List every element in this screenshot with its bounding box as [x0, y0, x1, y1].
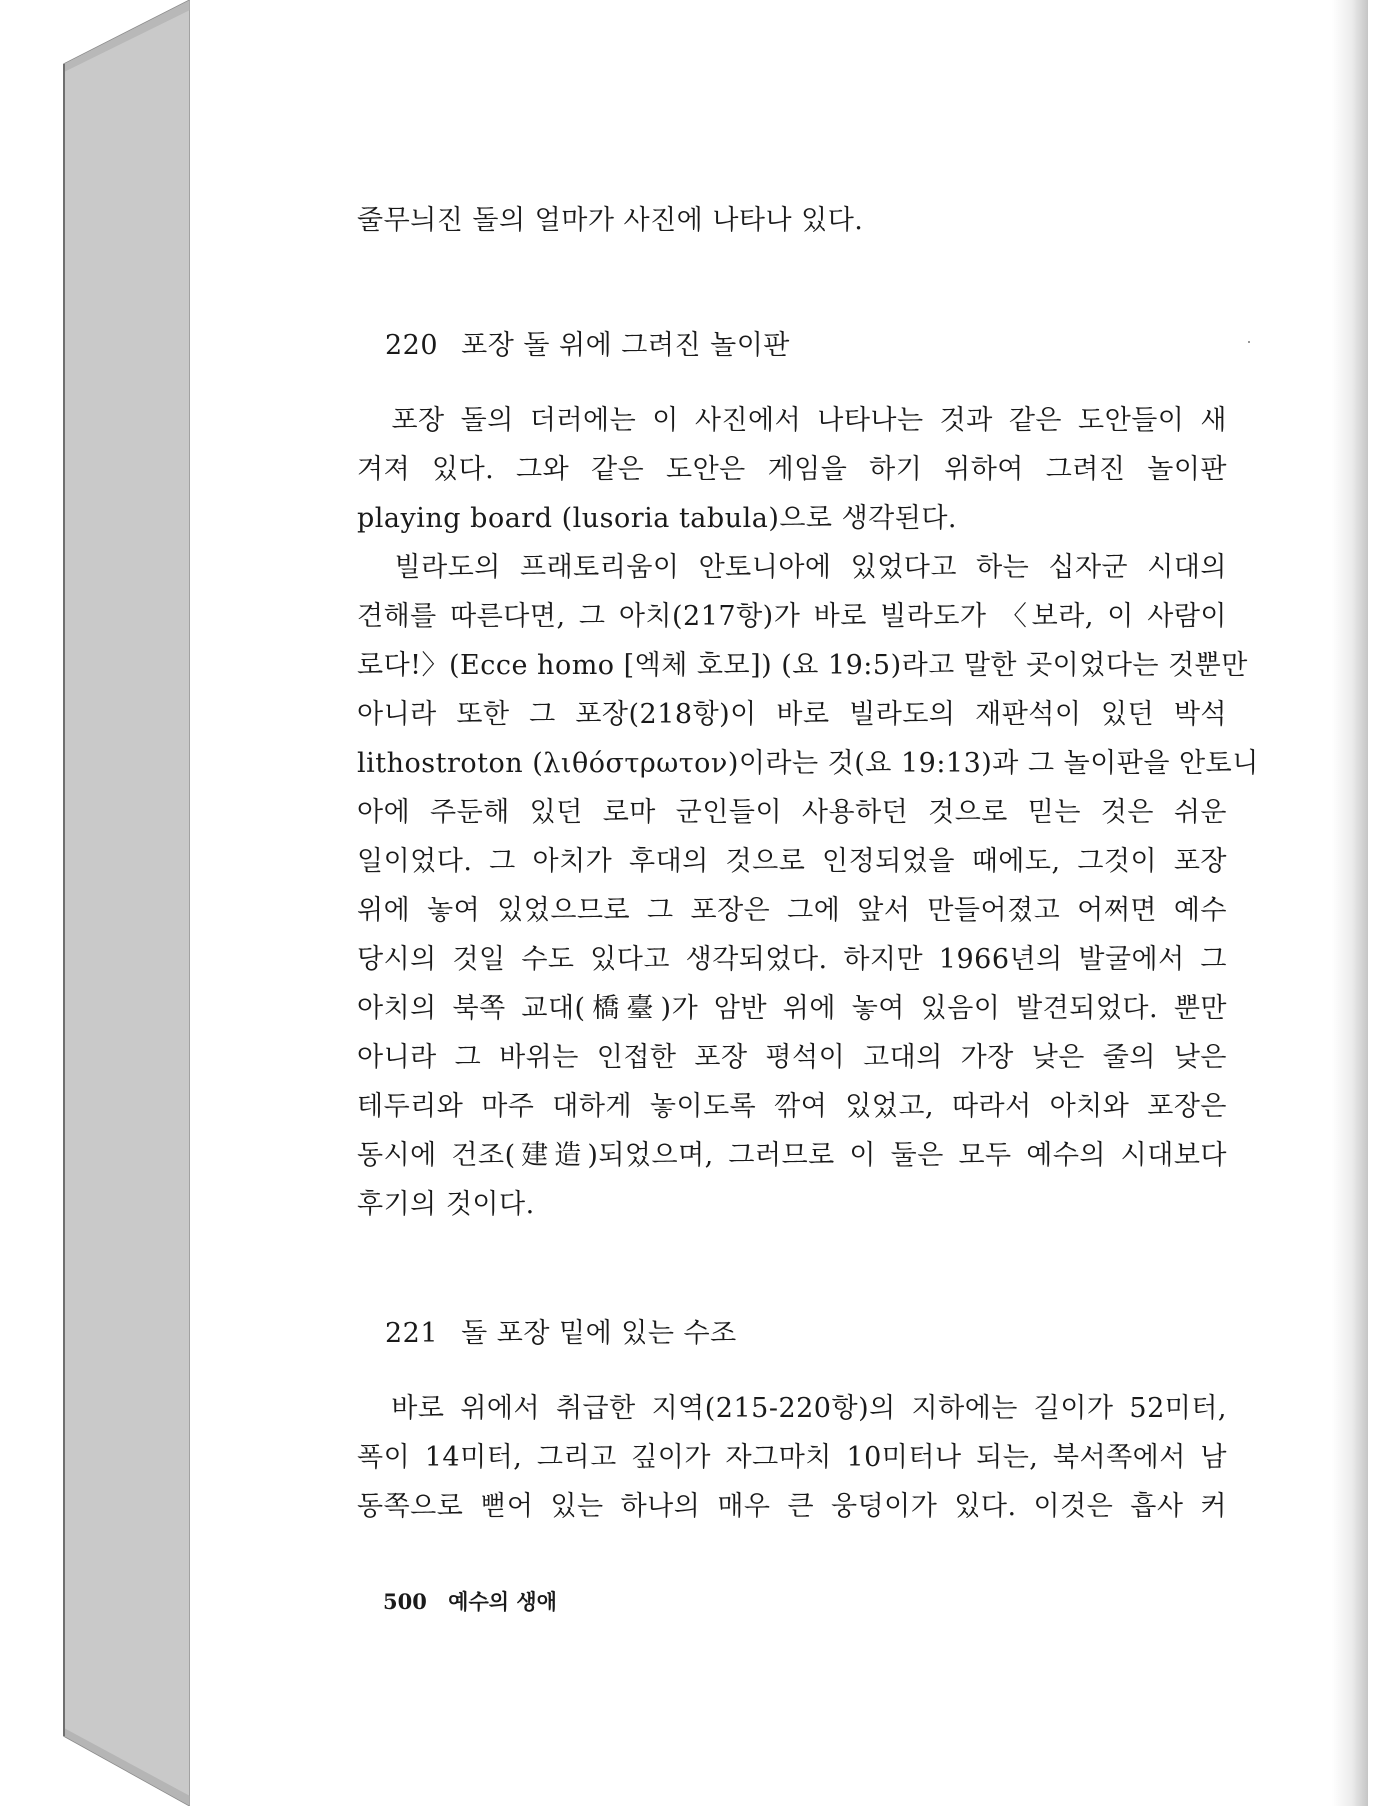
section-title: 돌 포장 밑에 있는 수조: [461, 1318, 737, 1349]
running-title: 예수의 생애: [448, 1589, 557, 1614]
text-line: 겨져 있다. 그와 같은 도안은 게임을 하기 위하여 그려진 놀이판: [357, 454, 1227, 485]
text-line: 빌라도의 프래토리움이 안토니아에 있었다고 하는 십자군 시대의: [357, 552, 1227, 583]
text-line: playing board (lusoria tabula)으로 생각된다.: [357, 503, 958, 534]
text-line: 후기의 것이다.: [357, 1189, 535, 1220]
text-line: 줄무늬진 돌의 얼마가 사진에 나타나 있다.: [357, 205, 864, 236]
text-line: 아니라 또한 그 포장(218항)이 바로 빌라도의 재판석이 있던 박석: [357, 699, 1227, 730]
text-line: 위에 놓여 있었으므로 그 포장은 그에 앞서 만들어졌고 어쩌면 예수: [357, 895, 1227, 926]
text-line: 견해를 따른다면, 그 아치(217항)가 바로 빌라도가 〈보라, 이 사람이: [357, 601, 1227, 632]
section-number: 221: [385, 1318, 439, 1349]
scan-speck: [1248, 341, 1250, 343]
text-line: 동쪽으로 뻗어 있는 하나의 매우 큰 웅덩이가 있다. 이것은 흡사 커: [357, 1491, 1227, 1522]
text-line: 일이었다. 그 아치가 후대의 것으로 인정되었을 때에도, 그것이 포장: [357, 846, 1227, 877]
text-line: 포장 돌의 더러에는 이 사진에서 나타나는 것과 같은 도안들이 새: [357, 405, 1227, 436]
page-number: 500: [383, 1589, 427, 1614]
text-line: 아치의 북쪽 교대(橋臺)가 암반 위에 놓여 있음이 발견되었다. 뿐만: [357, 993, 1227, 1024]
section-number: 220: [385, 330, 439, 361]
text-line: 테두리와 마주 대하게 놓이도록 깎여 있었고, 따라서 아치와 포장은: [357, 1091, 1227, 1122]
text-line: lithostroton (λιθόστρωτον)이라는 것(요 19:13)과 그 놀이판을 안토니: [357, 748, 1259, 779]
text-line: 로다!〉(Ecce homo [엑체 호모]) (요 19:5)라고 말한 곳이었다는 것뿐만: [357, 650, 1248, 681]
text-line: 아에 주둔해 있던 로마 군인들이 사용하던 것으로 믿는 것은 쉬운: [357, 797, 1227, 828]
page-edge-shadow: [1332, 0, 1368, 1806]
text-line: 바로 위에서 취급한 지역(215-220항)의 지하에는 길이가 52미터,: [357, 1393, 1227, 1424]
section-title: 포장 돌 위에 그려진 놀이판: [461, 330, 790, 361]
text-line: 폭이 14미터, 그리고 깊이가 자그마치 10미터나 되는, 북서쪽에서 남: [357, 1442, 1227, 1473]
text-line: 당시의 것일 수도 있다고 생각되었다. 하지만 1966년의 발굴에서 그: [357, 944, 1227, 975]
text-line: 아니라 그 바위는 인접한 포장 평석이 고대의 가장 낮은 줄의 낮은: [357, 1042, 1227, 1073]
page-footer: [383, 1586, 557, 1616]
text-line: 동시에 건조(建造)되었으며, 그러므로 이 둘은 모두 예수의 시대보다: [357, 1140, 1227, 1171]
section-heading-221: [385, 1311, 737, 1350]
section-heading-220: [385, 323, 790, 362]
